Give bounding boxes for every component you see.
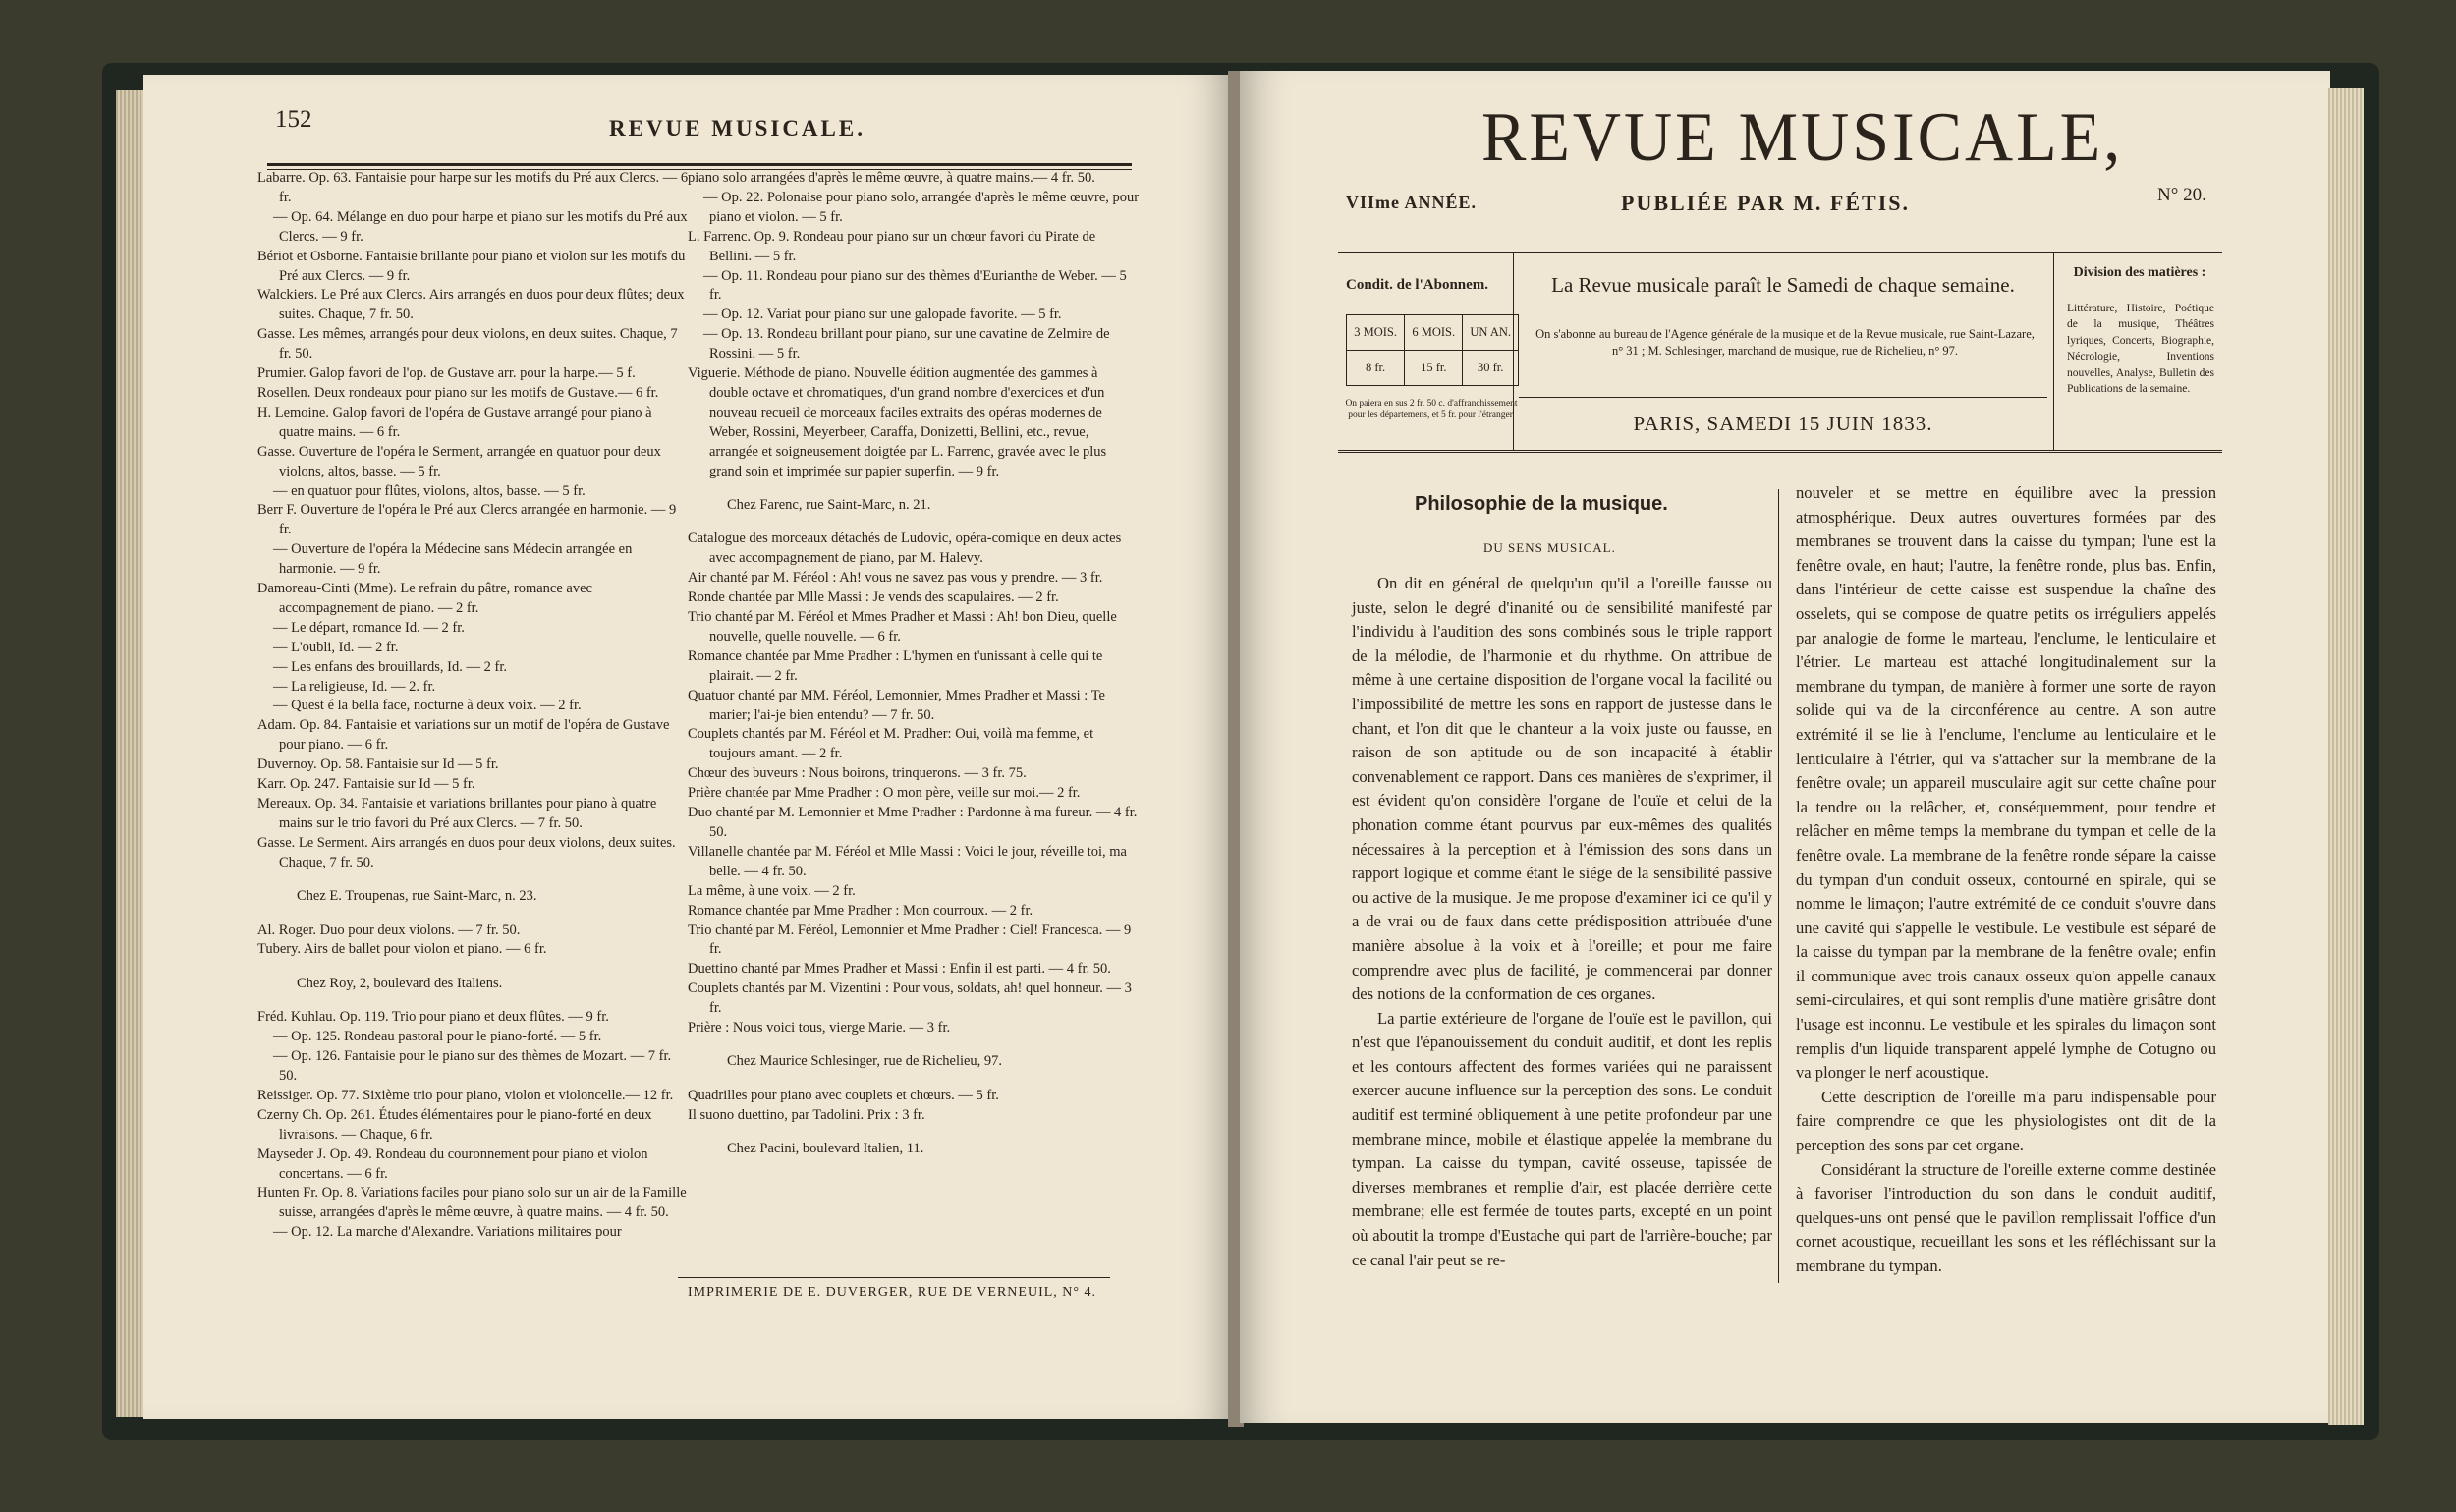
listing-entry: Rosellen. Deux rondeaux pour piano sur les motifs de Gustave.— 6 fr. [257, 384, 659, 401]
listing-entry: Chez E. Troupenas, rue Saint-Marc, n. 23. [297, 888, 537, 905]
listing-entry: — Op. 126. Fantaisie pour le piano sur des thèmes de Mozart. — 7 fr. 50. [273, 1048, 672, 1084]
listing-entry: Prière : Nous voici tous, vierge Marie. — 3 fr. [688, 1020, 951, 1036]
running-head: REVUE MUSICALE. [609, 116, 865, 140]
listing-entry: Couplets chantés par M. Vizentini : Pour vous, soldats, ah! quel honneur. — 3 fr. [688, 980, 1132, 1017]
year-label: VIIme ANNÉE. [1346, 193, 1478, 212]
listing-entry: — en quatuor pour flûtes, violons, altos, basse. — 5 fr. [273, 482, 586, 499]
listing-entry: La même, à une voix. — 2 fr. [688, 882, 856, 899]
article-paragraph: On dit en général de quelqu'un qu'il a l'oreille fausse ou juste, selon le degré d'inanité ou de sensibilité manifesté par l'individu à l'audition des sons combinés sous le triple rapport de la mélodie, de l'harmonie et du rhythme. On attribue de même à une certaine disposition de l'organe vocal la facilité ou l'impossibilité de mettre les sons en rapport de justesse dans le chant, et l'on dit que le chanteur a la voix juste ou fausse, en raison de son aptitude ou de son incapacité à établir convenablement ce rapport. Dans ces manières de s'exprimer, il est évident qu'on considère l'organe de l'ouïe et celui de la phonation comme étant pourvus par eux-mêmes des qualités nécessaires à la perception et à l'émission des sons dans un rapport logique et comme étant le siége de la sensibilité passive ou active de la musique. Je me propose d'examiner ici ce qu'il y a de vrai ou de faux dans cette prédisposition attribuée d'une manière absolue à la voix et à l'oreille; et pour me faire comprendre avec plus de facilité, je commencerai par donner des notions de la conformation de ces organes. [1352, 574, 1772, 1004]
listing-entry: Romance chantée par Mme Pradher : Mon courroux. — 2 fr. [688, 902, 1033, 919]
imprint: IMPRIMERIE DE E. DUVERGER, RUE DE VERNEUIL, N° 4. [688, 1285, 1096, 1300]
subscription-info: On s'abonne au bureau de l'Agence générale de la musique et de la Revue musicale, rue Saint-Lazare, n° 31 ; M. Schlesinger, marchand de musique, rue de Richelieu, n° 97. [1535, 327, 2035, 358]
article-paragraph: nouveler et se mettre en équilibre avec la pression atmosphérique. Deux autres ouvertures formées par des membranes se trouvent dans la caisse du tympan; l'une est la fenêtre ovale, en haut; l'autre, la fenêtre ronde, plus bas. Enfin, dans l'intérieur de cette caisse est suspendue la chaîne des osselets, qui se compose de quatre petits os irréguliers appelés par analogie de forme le marteau, l'enclume, le lenticulaire et l'étrier. Le marteau est attaché longitudinalement sur la membrane du tympan, de manière à former une sorte de rayon solide qui va de la circonférence au centre. A son autre extrémité il se lie à l'enclume, l'enclume au lenticulaire et le lenticulaire à l'étrier, qui va s'attacher sur la membrane de la fenêtre ovale; un appareil musculaire agit sur cette chaîne pour la tendre ou la relâcher, et, conséquemment, pour tendre et relâcher en même temps la membrane du tympan et celle de la fenêtre ovale. La membrane de la fenêtre ronde sépare la caisse du tympan d'un conduit osseux, contourné en spirale, qui se nomme le limaçon; l'autre extrémité de ce conduit s'ouvre dans une cavité qui s'appelle le vestibule. Le vestibule est séparé de la caisse du tympan par la membrane de la fenêtre ovale; enfin il communique avec trois canaux osseux qu'on appelle canaux semi-circulaires, et qui sont remplis d'une matière grisâtre dont l'usage est inconnu. Le vestibule et les spirales du limaçon sont remplis d'un liquide transparent appelé lymphe de Cotugno ou va plonger le nerf acoustique. [1796, 483, 2216, 1083]
listing-entry: — Op. 12. Variat pour piano sur une galopade favorite. — 5 fr. [703, 307, 1062, 323]
article-subtitle: DU SENS MUSICAL. [1483, 540, 1616, 555]
conditions-note: On paiera en sus 2 fr. 50 c. d'affranchissement pour les départemens, et 5 fr. pour l'étranger. [1345, 399, 1518, 420]
listing-entry: piano solo arrangées d'après le même œuvre, à quatre mains.— 4 fr. 50. [688, 170, 1095, 186]
page-edges-left [116, 90, 145, 1417]
listing-entry: Mayseder J. Op. 49. Rondeau du couronnement pour piano et violon concertans. — 6 fr. [257, 1146, 648, 1182]
listing-entry: Couplets chantés par M. Féréol et M. Pradher: Oui, voilà ma femme, et toujours amant. — 2 fr. [688, 726, 1094, 762]
dateline: PARIS, SAMEDI 15 JUIN 1833. [1519, 397, 2047, 436]
listing-entry: Air chanté par M. Féréol : Ah! vous ne savez pas vous y prendre. — 3 fr. [688, 570, 1103, 587]
listing-entry: Karr. Op. 247. Fantaisie sur Id — 5 fr. [257, 776, 475, 793]
masthead-title: REVUE MUSICALE, [1481, 97, 2124, 176]
listing-entry: Trio chanté par M. Féréol et Mmes Pradher et Massi : Ah! bon Dieu, quelle nouvelle, quelle nouvelle. — 6 fr. [688, 609, 1117, 644]
listing-entry: Berr F. Ouverture de l'opéra le Pré aux Clercs arrangée en harmonie. — 9 fr. [257, 502, 677, 538]
conditions-title: Condit. de l'Abonnem. [1346, 277, 1489, 293]
listing-entry: — Le départ, romance Id. — 2 fr. [273, 619, 465, 636]
article-paragraph: Considérant la structure de l'oreille externe comme destinée à favoriser l'introduction du son dans le conduit auditif, quelques-uns ont pensé que le pavillon remplissait l'office d'un cornet acoustique, recueillant les sons et les réfléchissant sur la membrane du tympan. [1796, 1159, 2216, 1275]
article-paragraph: Cette description de l'oreille m'a paru indispensable pour faire comprendre ce que les physiologistes ont dit de la perception des sons par cet organe. [1796, 1087, 2216, 1155]
header-divider-right [2053, 253, 2054, 450]
issue-number: N° 20. [2157, 185, 2206, 205]
listing-entry: Catalogue des morceaux détachés de Ludovic, opéra-comique en deux actes avec accompagnement de piano, par M. Halevy. [688, 531, 1122, 567]
division-title: Division des matières : [2073, 265, 2206, 280]
listing-entry: Damoreau-Cinti (Mme). Le refrain du pâtre, romance avec accompagnement de piano. — 2 fr. [257, 581, 592, 616]
listing-entry: Gasse. Le Serment. Airs arrangés en duos pour deux violons, deux suites. Chaque, 7 fr. 50. [257, 834, 676, 870]
imprint-rule [678, 1277, 1110, 1278]
listing-entry: Walckiers. Le Pré aux Clercs. Airs arrangés en duos pour deux flûtes; deux suites. Chaque, 7 fr. 50. [257, 287, 685, 323]
listing-entry: Ronde chantée par Mlle Massi : Je vends des scapulaires. — 2 fr. [688, 589, 1059, 606]
listing-entry: — Op. 22. Polonaise pour piano solo, arrangée d'après le même œuvre, pour piano et violon. — 5 fr. [703, 189, 1140, 225]
listing-entry: Duettino chanté par Mmes Pradher et Massi : Enfin il est parti. — 4 fr. 50. [688, 961, 1111, 978]
listing-entry: Chez Pacini, boulevard Italien, 11. [727, 1141, 924, 1157]
listing-entry: Czerny Ch. Op. 261. Études élémentaires pour le piano-forté en deux livraisons. — Chaque, 6 fr. [257, 1106, 652, 1143]
listing-entry: Gasse. Les mêmes, arrangés pour deux violons, en deux suites. Chaque, 7 fr. 50. [257, 326, 678, 363]
listing-entry: Quatuor chanté par MM. Féréol, Lemonnier, Mmes Pradher et Massi : Te marier; l'ai-je bien entendu? — 7 fr. 50. [688, 687, 1105, 723]
page-edges-right [2328, 88, 2364, 1425]
listing-entry: Villanelle chantée par M. Féréol et Mlle Massi : Voici le jour, réveille toi, ma belle. — 4 fr. 50. [688, 843, 1127, 879]
listing-entry: L. Farrenc. Op. 9. Rondeau pour piano sur un chœur favori du Pirate de Bellini. — 5 fr. [688, 228, 1096, 264]
listing-entry: Duvernoy. Op. 58. Fantaisie sur Id — 5 fr. [257, 756, 499, 773]
page-number: 152 [275, 106, 312, 133]
listing-entry: Hunten Fr. Op. 8. Variations faciles pour piano solo sur un air de la Famille suisse, arrangées d'après le même œuvre, à quatre mains. — 4 fr. 50. [257, 1185, 687, 1221]
article-column-rule [1778, 489, 1779, 1283]
listing-entry: Mereaux. Op. 34. Fantaisie et variations brillantes pour piano à quatre mains sur le trio favori du Pré aux Clercs. — 7 fr. 50. [257, 796, 657, 831]
price-table [1346, 314, 1519, 386]
listing-entry: — Quest é la bella face, nocturne à deux voix. — 2 fr. [273, 698, 582, 714]
listing-entry: — Les enfans des brouillards, Id. — 2 fr. [273, 658, 507, 675]
listing-entry: — Ouverture de l'opéra la Médecine sans Médecin arrangée en harmonie. — 9 fr. [273, 541, 633, 578]
listing-entry: Adam. Op. 84. Fantaisie et variations sur un motif de l'opéra de Gustave pour piano. — 6 fr. [257, 717, 670, 754]
listing-entry: — Op. 12. La marche d'Alexandre. Variations militaires pour [273, 1224, 622, 1241]
price-6-months: 15 fr. [1405, 351, 1463, 386]
listing-entry: — La religieuse, Id. — 2. fr. [273, 678, 436, 695]
period-3-months: 3 MOIS. [1347, 315, 1405, 351]
listing-entry: Quadrilles pour piano avec couplets et chœurs. — 5 fr. [688, 1087, 999, 1103]
listing-entry: — L'oubli, Id. — 2 fr. [273, 639, 399, 655]
article-column-left [1352, 572, 1772, 1272]
listing-entry: Viguerie. Méthode de piano. Nouvelle édition augmentée des gammes à double octave et chromatiques, d'un grand nombre d'exercices et d'un nouveau recueil de morceaux faciles extraits des opéras modernes de Weber, Rossini, Meyerbeer, Caraffa, Donizetti, Bellini, etc., revue, arrangée et soigneusement doigtée par L. Farrenc, gravée avec le plus grand soin et imprimée sur papier superfin. — 9 fr. [688, 365, 1107, 479]
listing-entry: Tubery. Airs de ballet pour violon et piano. — 6 fr. [257, 941, 547, 958]
listing-entry: Chez Roy, 2, boulevard des Italiens. [297, 975, 503, 991]
listing-entry: Trio chanté par M. Féréol, Lemonnier et Mme Pradher : Ciel! Francesca. — 9 fr. [688, 922, 1132, 958]
period-6-months: 6 MOIS. [1405, 315, 1463, 351]
article-paragraph: La partie extérieure de l'organe de l'ouïe est le pavillon, qui n'est que l'épanouissement du conduit auditif, et dont les replis et les contours affectent des formes variées qui ne paraissent exercer aucune influence sur la perception des sons. Le conduit auditif est terminé obliquement à une petite profondeur par une membrane mince, mobile et élastique appelée la membrane du tympan. La caisse du tympan, cavité osseuse, tapissée de diverses membranes et remplie d'air, est placée derrière cette membrane; elle est fermée de toutes parts, excepté en un point où aboutit la trompe d'Eustache qui part de l'arrière-bouche; par ce canal l'air peut se re- [1352, 1008, 1772, 1269]
listing-entry: Prumier. Galop favori de l'op. de Gustave arr. pour la harpe.— 5 f. [257, 365, 636, 382]
listing-entry: Chez Maurice Schlesinger, rue de Richelieu, 97. [727, 1053, 1003, 1070]
listing-entry: Duo chanté par M. Lemonnier et Mme Pradher : Pardonne à ma fureur. — 4 fr. 50. [688, 805, 1138, 840]
listing-entry: Gasse. Ouverture de l'opéra le Serment, arrangée en quatuor pour deux violons, altos, basse. — 5 fr. [257, 443, 661, 479]
price-3-months: 8 fr. [1347, 351, 1405, 386]
period-1-year: UN AN. [1463, 315, 1519, 351]
listing-entry: H. Lemoine. Galop favori de l'opéra de Gustave arrangé pour piano à quatre mains. — 6 fr. [257, 404, 652, 440]
article-title: Philosophie de la musique. [1415, 493, 1668, 515]
listing-entry: Fréd. Kuhlau. Op. 119. Trio pour piano et deux flûtes. — 9 fr. [257, 1009, 609, 1026]
listing-entry: Chez Farenc, rue Saint-Marc, n. 21. [727, 497, 931, 513]
listing-entry: — Op. 125. Rondeau pastoral pour le piano-forté. — 5 fr. [273, 1029, 602, 1045]
header-box [1338, 252, 2222, 453]
listing-column-2 [688, 169, 1140, 1269]
publication-announcement: La Revue musicale paraît le Samedi de chaque semaine. [1551, 273, 2015, 297]
listing-entry: — Op. 11. Rondeau pour piano sur des thèmes d'Eurianthe de Weber. — 5 fr. [703, 267, 1127, 304]
publisher-line: PUBLIÉE PAR M. FÉTIS. [1621, 191, 1911, 215]
listing-entry: Labarre. Op. 63. Fantaisie pour harpe sur les motifs du Pré aux Clercs. — 6 fr. [257, 170, 689, 205]
article-column-right [1796, 481, 2216, 1279]
listing-entry: Prière chantée par Mme Pradher : O mon père, veille sur moi.— 2 fr. [688, 785, 1081, 802]
header-rule [267, 163, 1132, 166]
listing-entry: Reissiger. Op. 77. Sixième trio pour piano, violon et violoncelle.— 12 fr. [257, 1087, 674, 1103]
price-1-year: 30 fr. [1463, 351, 1519, 386]
listing-entry: Bériot et Osborne. Fantaisie brillante pour piano et violon sur les motifs du Pré aux Clercs. — 9 fr. [257, 248, 686, 284]
listing-entry: Al. Roger. Duo pour deux violons. — 7 fr. 50. [257, 922, 521, 938]
listing-entry: Romance chantée par Mme Pradher : L'hymen en t'unissant à celle qui te plairait. — 2 fr. [688, 647, 1103, 684]
listing-entry: Il suono duettino, par Tadolini. Prix : 3 fr. [688, 1106, 925, 1123]
division-text: Littérature, Histoire, Poétique de la musique, Théâtres lyriques, Concerts, Biographie, Nécrologie, Inventions nouvelles, Analyse, Bulletin des Publications de la semaine. [2067, 303, 2214, 396]
listing-entry: — Op. 64. Mélange en duo pour harpe et piano sur les motifs du Pré aux Clercs. — 9 fr. [273, 208, 688, 245]
listing-column-1 [257, 169, 690, 1309]
listing-entry: Chœur des buveurs : Nous boirons, trinquerons. — 3 fr. 75. [688, 765, 1027, 782]
listing-entry: — Op. 13. Rondeau brillant pour piano, sur une cavatine de Zelmire de Rossini. — 5 fr. [703, 326, 1110, 363]
